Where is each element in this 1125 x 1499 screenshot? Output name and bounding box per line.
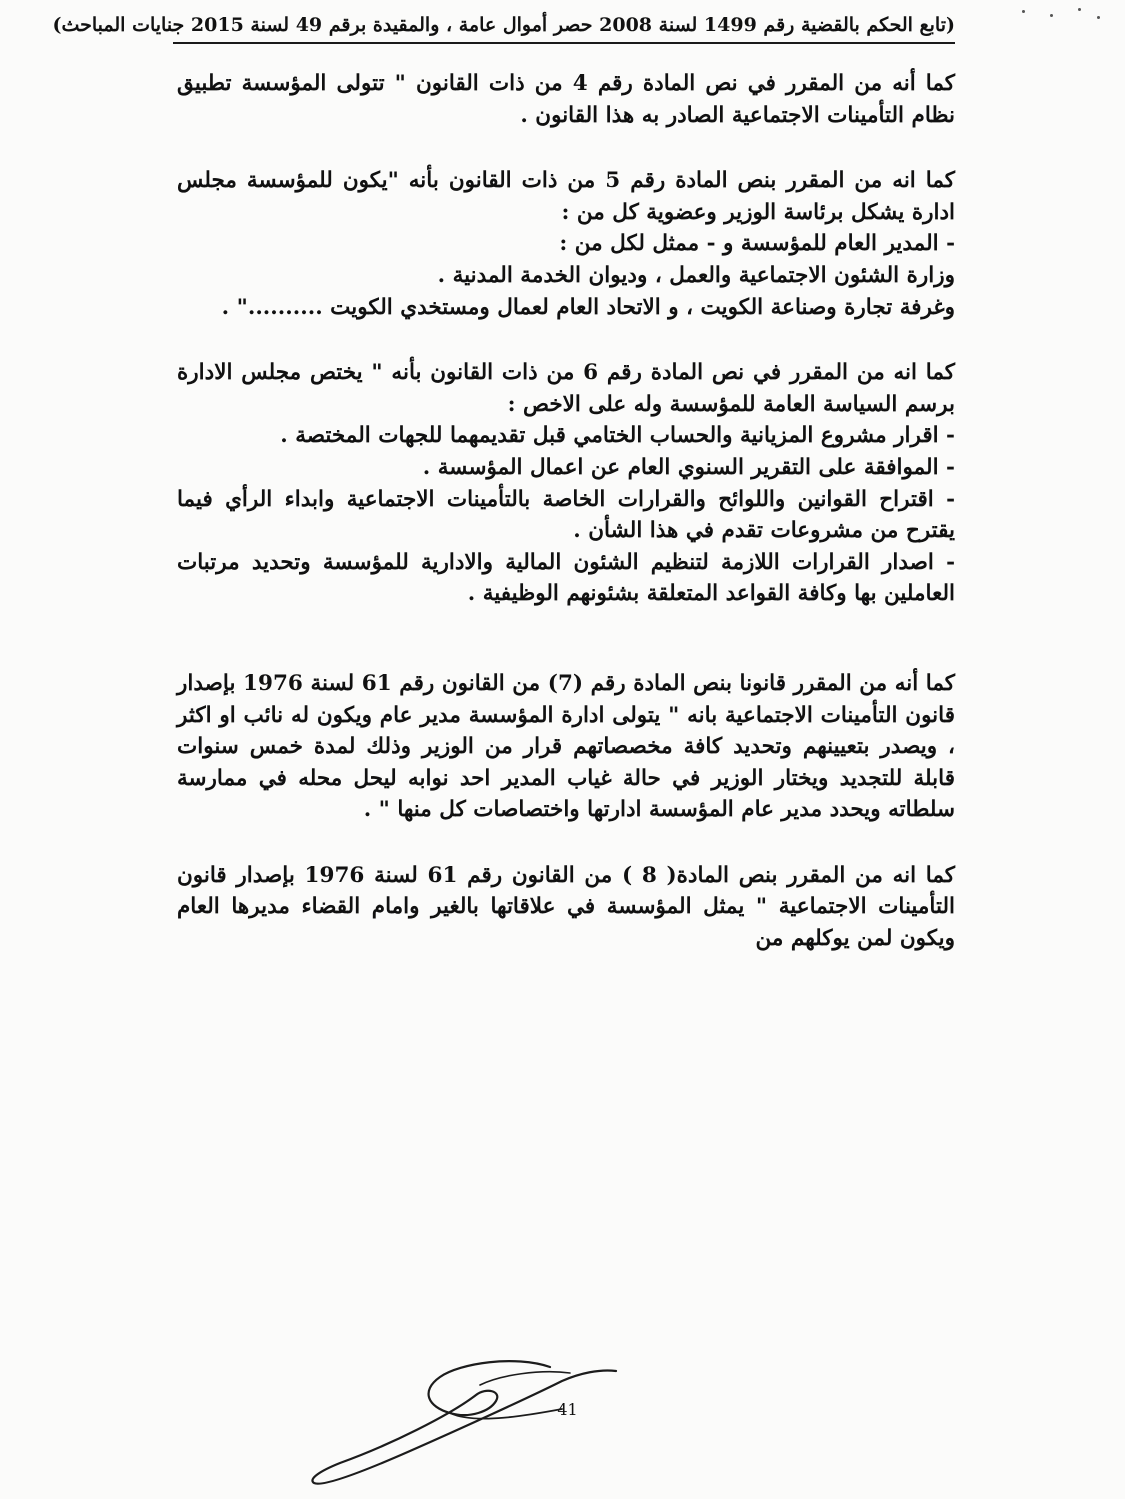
scan-speck (1022, 10, 1025, 13)
document-body (177, 68, 955, 955)
scan-speck (1097, 16, 1100, 19)
page-number: 41 (557, 1400, 578, 1419)
paragraph-article-4: كما أنه من المقرر في نص المادة رقم 4 من ذات القانون " تتولى المؤسسة تطبيق نظام التأمينات الاجتماعية الصادر به هذا القانون . (177, 71, 955, 128)
article-5-item: وزارة الشئون الاجتماعية والعمل ، وديوان الخدمة المدنية . (437, 262, 955, 288)
scan-speck (1050, 14, 1053, 17)
article-6-item: - الموافقة على التقرير السنوي العام عن اعمال المؤسسة . (422, 454, 955, 480)
article-6-item: - اصدار القرارات اللازمة لتنظيم الشئون المالية والادارية للمؤسسة وتحديد مرتبات العاملين بها وكافة القواعد المتعلقة بشئونهم الوظيفية . (177, 549, 955, 607)
header-rule (173, 42, 955, 44)
case-header: (تابع الحكم بالقضية رقم 1499 لسنة 2008 حصر أموال عامة ، والمقيدة برقم 49 لسنة 2015 جنايات المباحث) (52, 14, 955, 36)
article-6-item: - اقرار مشروع المزيانية والحساب الختامي قبل تقديمهما للجهات المختصة . (280, 423, 955, 449)
paragraph-article-8: كما انه من المقرر بنص المادة( 8 ) من القانون رقم 61 لسنة 1976 بإصدار قانون التأمينات الاجتماعية " يمثل المؤسسة في علاقاتها بالغير وامام القضاء مديرها العام ويكون لمن يوكلهم من (177, 862, 955, 952)
paragraph-article-6-intro: كما انه من المقرر في نص المادة رقم 6 من ذات القانون بأنه " يختص مجلس الادارة برسم السياسة العامة للمؤسسة وله على الاخص : (177, 360, 956, 417)
handwritten-signature (300, 1355, 640, 1490)
article-5-item: وغرفة تجارة وصناعة الكويت ، و الاتحاد العام لعمال ومستخدي الكويت .........." . (221, 294, 955, 320)
article-5-item: - المدير العام للمؤسسة و - ممثل لكل من : (559, 231, 955, 257)
article-6-item: - اقتراح القوانين واللوائح والقرارات الخاصة بالتأمينات الاجتماعية وابداء الرأي فيما يقترح من مشروعات تقدم في هذا الشأن . (177, 486, 955, 544)
paragraph-article-5-intro: كما انه من المقرر بنص المادة رقم 5 من ذات القانون بأنه "يكون للمؤسسة مجلس ادارة يشكل برئاسة الوزير وعضوية كل من : (177, 168, 955, 225)
scan-speck (1078, 8, 1081, 11)
paragraph-article-7: كما أنه من المقرر قانونا بنص المادة رقم (7) من القانون رقم 61 لسنة 1976 بإصدار قانون التأمينات الاجتماعية بانه " يتولى ادارة المؤسسة مدير عام ويكون له نائب او اكثر ، ويصدر بتعيينهم وتحديد كافة مخصصاتهم قرار من الوزير وذلك لمدة خمس سنوات قابلة للتجديد ويختار الوزير في حالة غياب المدير احد نوابه ليحل محله في ممارسة سلطاته ويحدد مدير عام المؤسسة ادارتها واختصاصات كل منها " . (177, 670, 956, 823)
